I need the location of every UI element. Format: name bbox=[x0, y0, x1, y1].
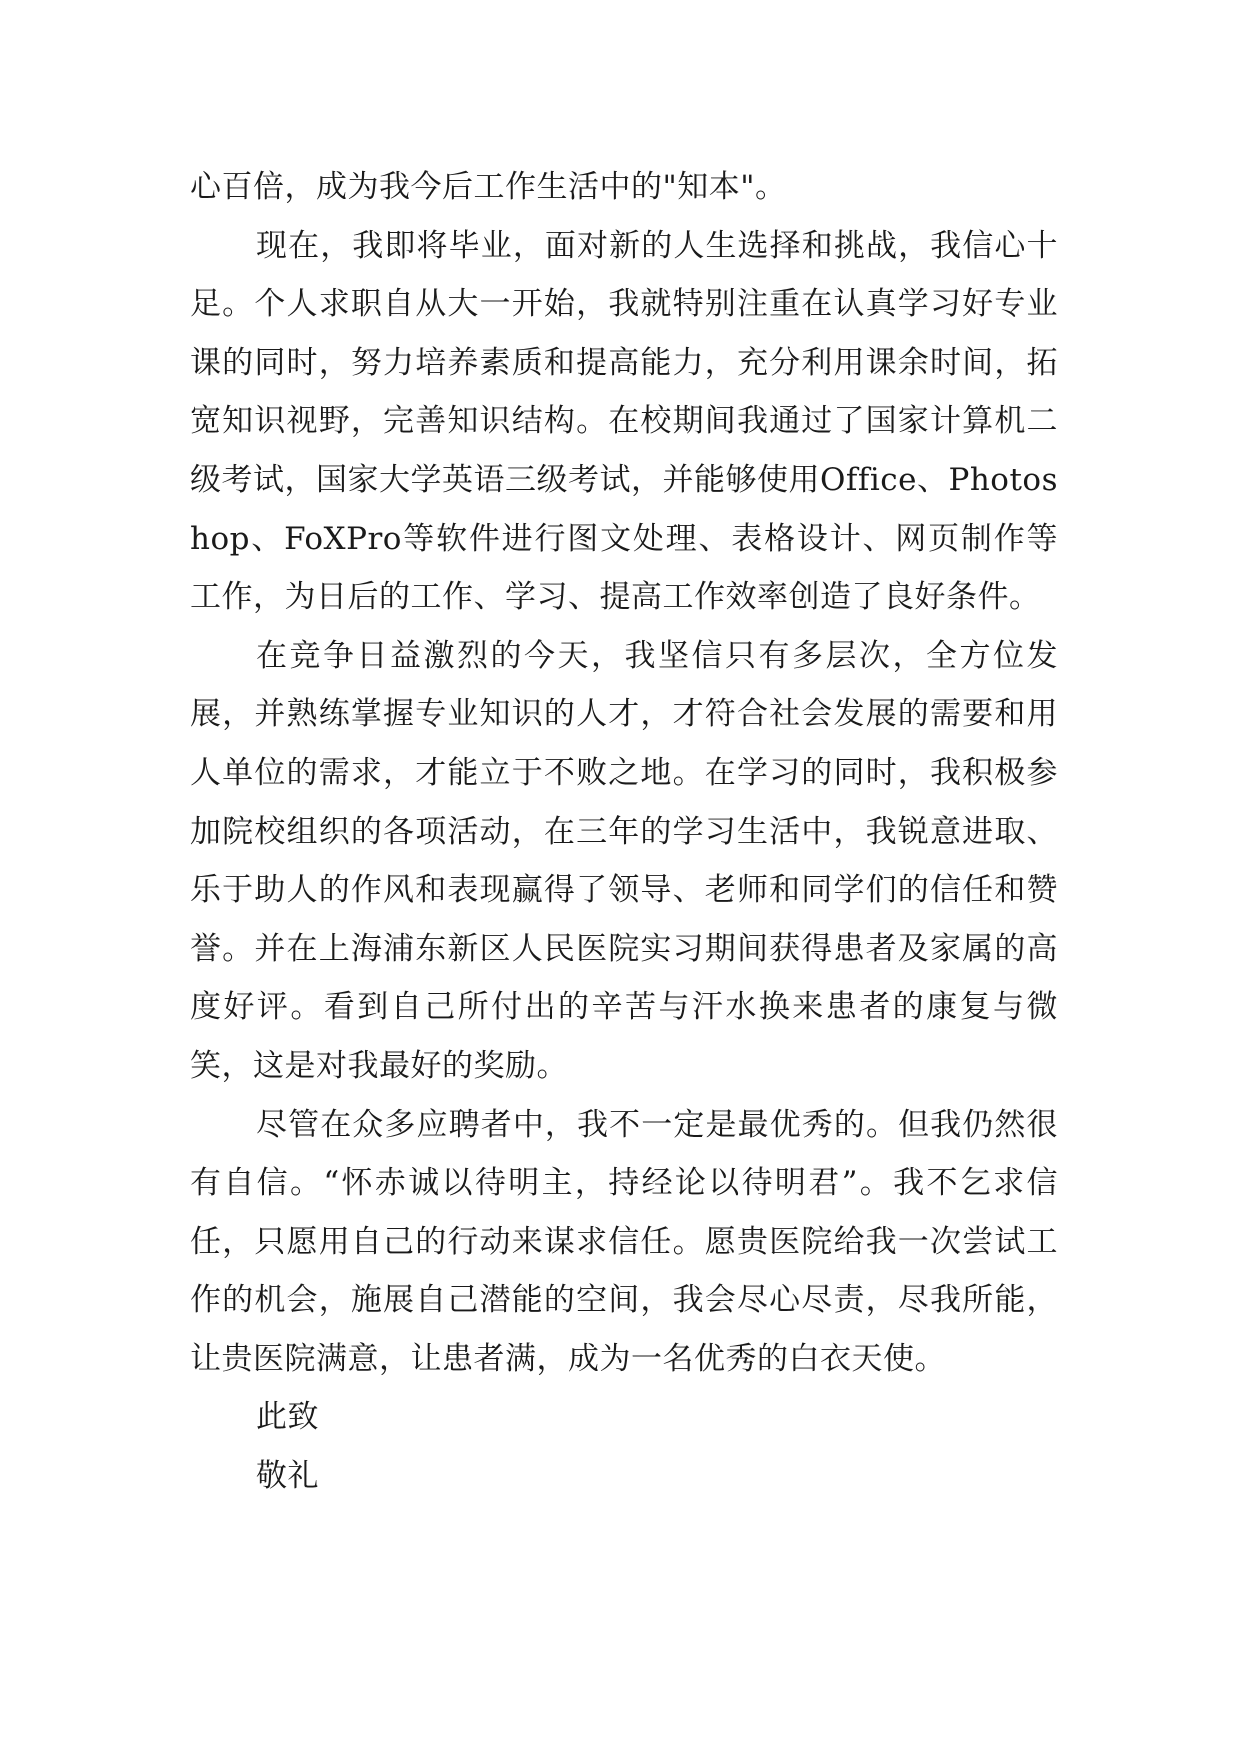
letter-body bbox=[190, 158, 1058, 1506]
closing-regards: 敬礼 bbox=[256, 1458, 319, 1495]
paragraph-2: 现在，我即将毕业，面对新的人生选择和挑战，我信心十足。个人求职自从大一开始，我就特别注重在认真学习好专业课的同时，努力培养素质和提高能力，充分利用课余时间，拓宽知识视野，完善知识结构。在校期间我通过了国家计算机二级考试，国家大学英语三级考试，并能够使用Office、Photoshop、FoXPro等软件进行图文处理、表格设计、网页制作等工作，为日后的工作、学习、提高工作效率创造了良好条件。 bbox=[190, 227, 1058, 616]
paragraph-4: 尽管在众多应聘者中，我不一定是最优秀的。但我仍然很有自信。“怀赤诚以待明主，持经论以待明君”。我不乞求信任，只愿用自己的行动来谋求信任。愿贵医院给我一次尝试工作的机会，施展自己潜能的空间，我会尽心尽责，尽我所能，让贵医院满意，让患者满，成为一名优秀的白衣天使。 bbox=[190, 1106, 1058, 1377]
paragraph-3: 在竞争日益激烈的今天，我坚信只有多层次，全方位发展，并熟练掌握专业知识的人才，才符合社会发展的需要和用人单位的需求，才能立于不败之地。在学习的同时，我积极参加院校组织的各项活动，在三年的学习生活中，我锐意进取、乐于助人的作风和表现赢得了领导、老师和同学们的信任和赞誉。并在上海浦东新区人民医院实习期间获得患者及家属的高度好评。看到自己所付出的辛苦与汗水换来患者的康复与微笑，这是对我最好的奖励。 bbox=[190, 637, 1058, 1084]
closing-salutation: 此致 bbox=[256, 1399, 319, 1436]
paragraph-1: 心百倍，成为我今后工作生活中的"知本"。 bbox=[190, 169, 787, 205]
